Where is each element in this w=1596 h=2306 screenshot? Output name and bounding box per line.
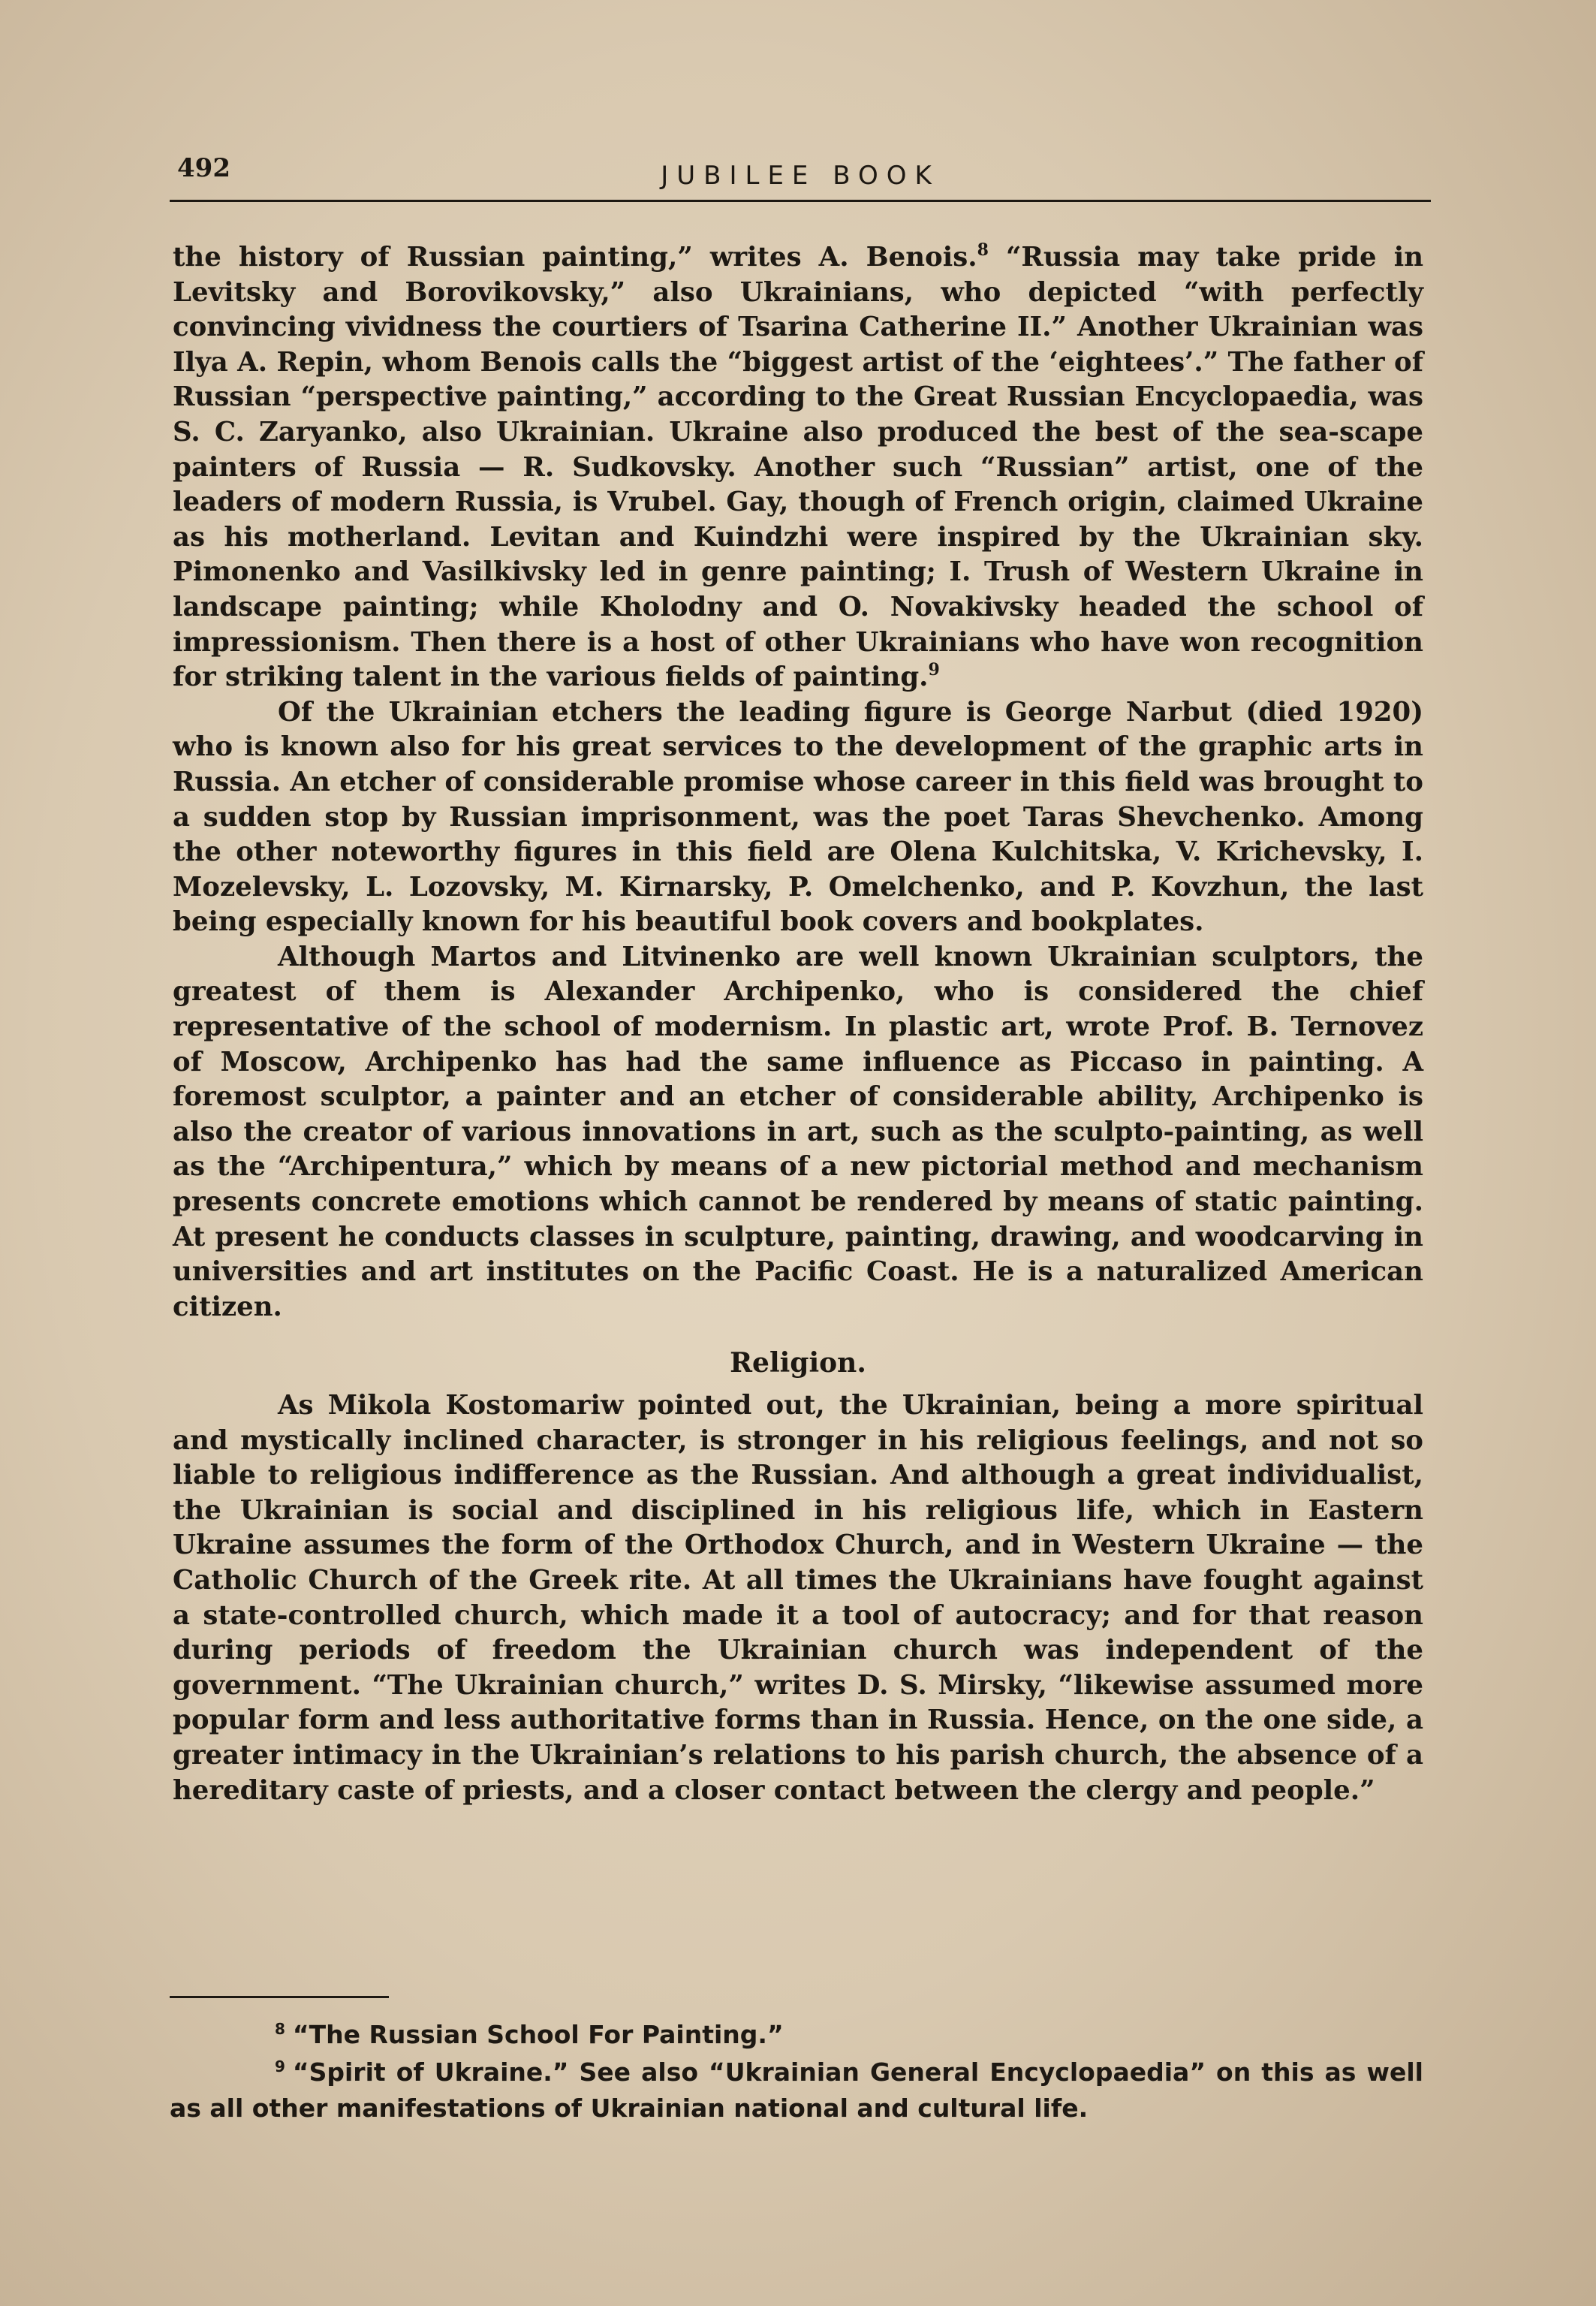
footnote-reference: 9: [928, 660, 940, 680]
footnote-text: “Spirit of Ukraine.” See also “Ukrainian General Encyclopaedia” on this as well as all other manifestations of Ukrainian national and cultural life.: [170, 2057, 1423, 2123]
footnote-rule: [170, 1996, 389, 1998]
paragraph-painting: [173, 240, 1423, 695]
footnotes: [170, 2017, 1423, 2128]
running-title: JUBILEE BOOK: [661, 161, 940, 191]
running-header: [170, 150, 1431, 195]
page-number: 492: [177, 153, 230, 183]
section-heading-religion: Religion.: [730, 1347, 866, 1379]
paragraph-etchers: Of the Ukrainian etchers the leading figure is George Narbut (died 1920) who is known also for his great services to the development of the graphic arts in Russia. An etcher of considerable promise whose career in this field was brought to a sudden stop by Russian imprisonment, was the poet Taras Shevchenko. Among the other noteworthy figures in this field are Olena Kulchitska, V. Krichevsky, I. Mozelevsky, L. Lozovsky, M. Kirnarsky, P. Omelchenko, and P. Kovzhun, the last being especially known for his beautiful book covers and bookplates.: [173, 696, 1423, 938]
footnote-number: 9: [275, 2057, 285, 2075]
paragraph-religion: As Mikola Kostomariw pointed out, the Ukrainian, being a more spiritual and mystically inclined character, is stronger in his religious feelings, and not so liable to religious indifference as the Russian. And although a great individualist, the Ukrainian is social and disciplined in his religious life, which in Eastern Ukraine assumes the form of the Orthodox Church, and in Western Ukraine — the Catholic Church of the Greek rite. At all times the Ukrainians have fought against a state-controlled church, which made it a tool of autocracy; and for that reason during periods of freedom the Ukrainian church was independent of the government. “The Ukrainian church,” writes D. S. Mirsky, “likewise assumed more popular form and less authoritative forms than in Russia. Hence, on the one side, a greater intimacy in the Ukrainian’s relations to his parish church, the absence of a hereditary caste of priests, and a closer contact between the clergy and people.”: [173, 1390, 1423, 1806]
footnote-number: 8: [275, 2020, 285, 2038]
body-text: [173, 240, 1423, 1808]
footnote-8: [170, 2017, 1423, 2053]
paragraph-text: “Russia may take pride in Levitsky and Borovikovsky,” also Ukrainians, who depicted “with perfectly convincing vividness the courtiers of Tsarina Catherine II.” Another Ukrainian was Ilya A. Repin, whom Benois calls the “biggest artist of the ‘eightees’.” The father of Russian “perspective painting,” according to the Great Russian Encyclopaedia, was S. C. Zaryanko, also Ukrainian. Ukraine also produced the best of the sea-scape painters of Russia — R. Sudkovsky. Another such “Russian” artist, one of the leaders of modern Russia, is Vrubel. Gay, though of French origin, claimed Ukraine as his motherland. Levitan and Kuindzhi were inspired by the Ukrainian sky. Pimonenko and Vasilkivsky led in genre painting; I. Trush of Western Ukraine in landscape painting; while Kholodny and O. Novakivsky headed the school of impressionism. Then there is a host of other Ukrainians who have won recognition for striking talent in the various fields of painting.: [173, 242, 1424, 693]
header-rule: [170, 200, 1431, 202]
footnote-text: “The Russian School For Painting.”: [292, 2020, 784, 2049]
footnote-reference: 8: [977, 240, 989, 260]
paragraph-text: the history of Russian painting,” writes A. Benois.: [173, 242, 977, 273]
paragraph-sculptors: Although Martos and Litvinenko are well known Ukrainian sculptors, the greatest of them is Alexander Archipenko, who is considered the chief representative of the school of modernism. In plastic art, wrote Prof. B. Ternovez of Moscow, Archipenko has had the same influence as Piccaso in painting. A foremost sculptor, a painter and an etcher of considerable ability, Archipenko is also the creator of various innovations in art, such as the sculpto-painting, as well as the “Archipentura,” which by means of a new pictorial method and mechanism presents concrete emotions which cannot be rendered by means of static painting. At present he conducts classes in sculpture, painting, drawing, and woodcarving in universities and art institutes on the Pacific Coast. He is a naturalized American citizen.: [173, 941, 1423, 1322]
footnote-9: [170, 2054, 1423, 2127]
